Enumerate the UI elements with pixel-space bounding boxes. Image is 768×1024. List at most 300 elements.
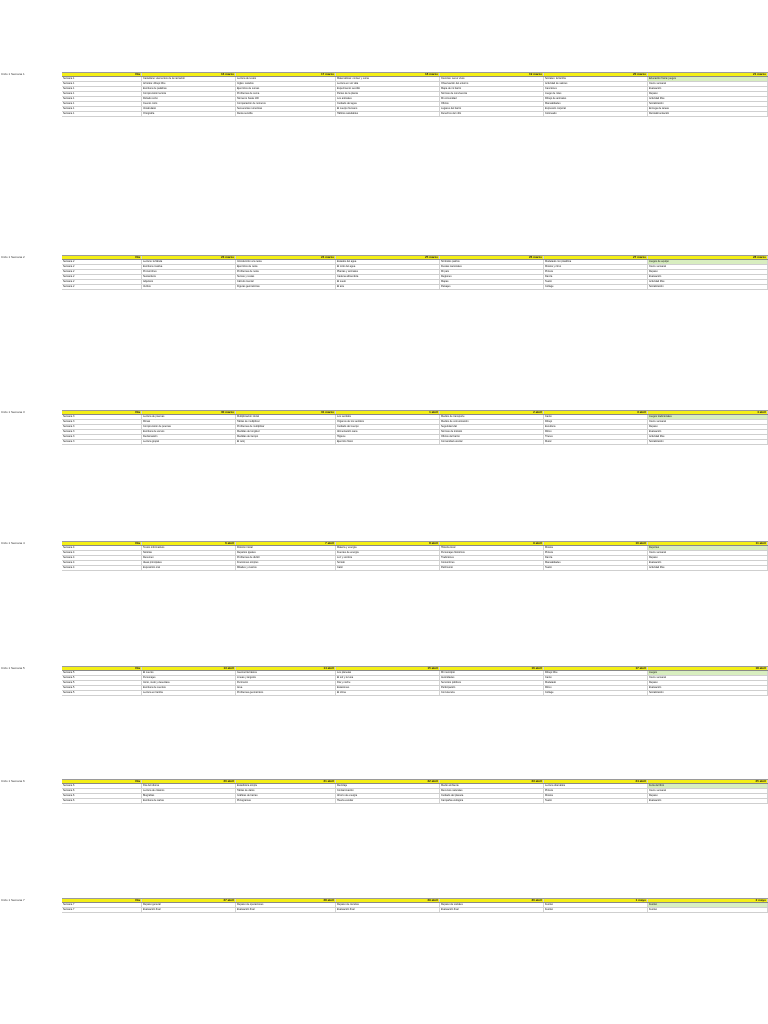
header-cell[interactable]: 31 marzo: [236, 411, 336, 414]
table-cell[interactable]: El clima: [336, 691, 440, 695]
header-cell[interactable]: 27 marzo: [544, 256, 648, 259]
header-cell[interactable]: 16 abril: [440, 667, 544, 670]
header-cell[interactable]: 2 abril: [440, 411, 544, 414]
table-cell[interactable]: Ejercicios de resta: [236, 265, 336, 269]
table-cell[interactable]: Semana 5: [62, 691, 142, 695]
table-cell[interactable]: Fuentes de energía: [336, 551, 440, 555]
table-cell[interactable]: Evaluación final: [440, 908, 544, 912]
table-cell[interactable]: Problemas de dividir: [236, 556, 336, 560]
header-cell[interactable]: 19 marzo: [440, 73, 544, 76]
table-cell[interactable]: Noticias: [142, 551, 236, 555]
table-cell[interactable]: Socialización: [648, 285, 768, 289]
table-cell[interactable]: Semana 3: [62, 430, 142, 434]
header-cell[interactable]: 2 mayo: [648, 899, 768, 902]
table-cell[interactable]: Dibujo libre: [544, 671, 648, 675]
table-cell[interactable]: Semana 1: [62, 77, 142, 81]
table-cell[interactable]: Danza: [544, 556, 648, 560]
table-cell[interactable]: Repaso: [648, 794, 768, 798]
table-cell[interactable]: Secuencias numéricas: [236, 107, 336, 111]
table-cell[interactable]: Hábitos saludables: [336, 112, 440, 116]
table-cell[interactable]: Lectura de poemas: [142, 415, 236, 419]
table-cell[interactable]: Ciencias: seres vivos: [440, 77, 544, 81]
table-cell[interactable]: Participación: [440, 686, 544, 690]
table-cell[interactable]: Mapas: [440, 280, 544, 284]
table-cell[interactable]: Semana 3: [62, 425, 142, 429]
table-cell[interactable]: Derechos del niño: [440, 112, 544, 116]
table-cell[interactable]: Dibujo: [544, 420, 648, 424]
table-cell[interactable]: Regiones: [440, 275, 544, 279]
table-cell[interactable]: Comparación de números: [236, 102, 336, 106]
table-cell[interactable]: Semana 1: [62, 82, 142, 86]
table-cell[interactable]: Mitades y cuartos: [236, 566, 336, 570]
table-cell[interactable]: El suelo: [336, 280, 440, 284]
table-cell[interactable]: Escritura de cuentos: [142, 686, 236, 690]
table-cell[interactable]: Problemas de suma: [236, 92, 336, 96]
table-cell[interactable]: Sociales: la familia: [544, 77, 648, 81]
table-cell[interactable]: Semana 3: [62, 440, 142, 444]
table-cell[interactable]: El cuento: [142, 671, 236, 675]
table-cell[interactable]: Verbos: [142, 285, 236, 289]
header-cell[interactable]: 14 abril: [236, 667, 336, 670]
table-cell[interactable]: Repaso de sociales: [440, 903, 544, 907]
table-cell[interactable]: Resta sencilla: [236, 112, 336, 116]
table-cell[interactable]: Estadística simple: [236, 784, 336, 788]
header-cell[interactable]: 15 abril: [336, 667, 440, 670]
table-cell[interactable]: Evaluación: [648, 430, 768, 434]
table-cell[interactable]: Semana 6: [62, 789, 142, 793]
table-cell[interactable]: Educación física: juegos: [648, 77, 768, 81]
table-cell[interactable]: Lectura de clásicos: [142, 789, 236, 793]
table-cell[interactable]: Semana 1: [62, 107, 142, 111]
table-cell[interactable]: Retroalimentación: [648, 112, 768, 116]
table-cell[interactable]: Escritura de palabras: [142, 87, 236, 91]
table-cell[interactable]: Cuidado del planeta: [440, 794, 544, 798]
table-cell[interactable]: Exposición oral: [142, 566, 236, 570]
header-cell[interactable]: Día: [62, 73, 142, 76]
table-cell[interactable]: Semana 1: [62, 92, 142, 96]
table-cell[interactable]: Fracciones simples: [236, 561, 336, 565]
table-cell[interactable]: Introducción a la resta: [236, 260, 336, 264]
table-cell[interactable]: Festivo: [648, 903, 768, 907]
table-cell[interactable]: Evaluación: [648, 275, 768, 279]
table-cell[interactable]: Materia y energía: [336, 546, 440, 550]
table-cell[interactable]: Repaso de ciencias: [336, 903, 440, 907]
table-cell[interactable]: Cierre semanal: [648, 676, 768, 680]
header-cell[interactable]: 4 abril: [648, 411, 768, 414]
table-cell[interactable]: Semana 2: [62, 270, 142, 274]
table-cell[interactable]: Actividad de valores: [544, 82, 648, 86]
table-cell[interactable]: Pintura: [544, 789, 648, 793]
table-cell[interactable]: Ahorro de energía: [336, 794, 440, 798]
table-cell[interactable]: Alimentación sana: [336, 430, 440, 434]
table-cell[interactable]: Evaluación final: [142, 908, 236, 912]
table-cell[interactable]: Semana 4: [62, 566, 142, 570]
table-cell[interactable]: Escritura creativa: [142, 265, 236, 269]
table-cell[interactable]: División inicial: [236, 546, 336, 550]
table-cell[interactable]: Fiestas nacionales: [440, 265, 544, 269]
table-cell[interactable]: Reciclaje: [336, 784, 440, 788]
table-cell[interactable]: El aire: [336, 285, 440, 289]
table-cell[interactable]: Feria del libro: [648, 784, 768, 788]
table-cell[interactable]: Semana 6: [62, 799, 142, 803]
table-cell[interactable]: Ejercicios de sumas: [236, 87, 336, 91]
table-cell[interactable]: Estaciones: [336, 686, 440, 690]
header-cell[interactable]: 10 abril: [544, 542, 648, 545]
table-cell[interactable]: Repaso general: [142, 903, 236, 907]
table-cell[interactable]: Semana 3: [62, 435, 142, 439]
table-cell[interactable]: Festivo: [648, 908, 768, 912]
table-cell[interactable]: Números hasta 100: [236, 97, 336, 101]
table-cell[interactable]: Campaña ecológica: [440, 799, 544, 803]
table-cell[interactable]: Geometría básica: [236, 671, 336, 675]
table-cell[interactable]: Juego de roles: [544, 92, 648, 96]
table-cell[interactable]: Tradiciones: [440, 556, 544, 560]
table-cell[interactable]: Contaminación: [336, 789, 440, 793]
table-cell[interactable]: Repaso: [648, 681, 768, 685]
table-cell[interactable]: Teatro: [544, 566, 648, 570]
table-cell[interactable]: Pintura: [544, 270, 648, 274]
table-cell[interactable]: Semana 5: [62, 681, 142, 685]
table-cell[interactable]: Símbolos patrios: [440, 260, 544, 264]
table-cell[interactable]: Medidas de longitud: [236, 430, 336, 434]
header-cell[interactable]: 23 abril: [440, 780, 544, 783]
header-cell[interactable]: 11 abril: [648, 542, 768, 545]
table-cell[interactable]: Festivo: [544, 908, 648, 912]
table-cell[interactable]: Semana 4: [62, 546, 142, 550]
table-cell[interactable]: Expresión corporal: [544, 107, 648, 111]
table-cell[interactable]: Cierre semanal: [648, 420, 768, 424]
table-cell[interactable]: El reloj: [236, 440, 336, 444]
table-cell[interactable]: Los sentidos: [336, 415, 440, 419]
table-cell[interactable]: Collage: [544, 285, 648, 289]
header-cell[interactable]: 29 abril: [336, 899, 440, 902]
table-cell[interactable]: Los planetas: [336, 671, 440, 675]
table-cell[interactable]: Día y noche: [336, 681, 440, 685]
table-cell[interactable]: Normas de convivencia: [440, 92, 544, 96]
table-cell[interactable]: Rimas: [142, 420, 236, 424]
table-cell[interactable]: Vocabulario: [142, 107, 236, 111]
table-cell[interactable]: Repartos iguales: [236, 551, 336, 555]
table-cell[interactable]: Repaso: [648, 270, 768, 274]
header-cell[interactable]: 9 abril: [440, 542, 544, 545]
table-cell[interactable]: Semana 3: [62, 420, 142, 424]
table-cell[interactable]: Calor: [336, 566, 440, 570]
header-cell[interactable]: 8 abril: [336, 542, 440, 545]
table-cell[interactable]: Entrega de tareas: [648, 107, 768, 111]
table-cell[interactable]: Medidas de tiempo: [236, 435, 336, 439]
table-cell[interactable]: Manualidades: [544, 102, 648, 106]
table-cell[interactable]: Semana 2: [62, 265, 142, 269]
table-cell[interactable]: Normas de tránsito: [440, 430, 544, 434]
table-cell[interactable]: Partes de la planta: [336, 92, 440, 96]
table-cell[interactable]: Los animales: [336, 97, 440, 101]
header-cell[interactable]: 13 abril: [142, 667, 236, 670]
table-cell[interactable]: Evaluación final: [336, 908, 440, 912]
header-cell[interactable]: 26 marzo: [440, 256, 544, 259]
table-cell[interactable]: Cierre semanal: [648, 789, 768, 793]
table-cell[interactable]: Ideas principales: [142, 561, 236, 565]
table-cell[interactable]: Textos informativos: [142, 546, 236, 550]
table-cell[interactable]: Evaluación: [648, 686, 768, 690]
table-cell[interactable]: Personajes: [142, 676, 236, 680]
header-cell[interactable]: 18 marzo: [336, 73, 440, 76]
table-cell[interactable]: Problemas de multiplicar: [236, 425, 336, 429]
table-cell[interactable]: Plantas y animales: [336, 270, 440, 274]
table-cell[interactable]: Figuras geométricas: [236, 285, 336, 289]
table-cell[interactable]: Ejercicio físico: [336, 440, 440, 444]
table-cell[interactable]: Semana 3: [62, 415, 142, 419]
table-cell[interactable]: Teatro: [544, 280, 648, 284]
table-cell[interactable]: Canciones: [544, 87, 648, 91]
table-cell[interactable]: Pronombres: [142, 270, 236, 274]
table-cell[interactable]: Biografías: [142, 794, 236, 798]
table-cell[interactable]: Socialización: [648, 691, 768, 695]
table-cell[interactable]: Festivo: [544, 903, 648, 907]
table-cell[interactable]: Cuento corto: [142, 102, 236, 106]
header-cell[interactable]: 20 abril: [142, 780, 236, 783]
table-cell[interactable]: Medios de transporte: [440, 415, 544, 419]
table-cell[interactable]: Actividad libre: [648, 97, 768, 101]
header-cell[interactable]: 27 abril: [142, 899, 236, 902]
table-cell[interactable]: Títeres: [544, 435, 648, 439]
table-cell[interactable]: Semana 4: [62, 556, 142, 560]
table-cell[interactable]: Semana 1: [62, 87, 142, 91]
header-cell[interactable]: 1 abril: [336, 411, 440, 414]
table-cell[interactable]: Costumbres: [440, 561, 544, 565]
table-cell[interactable]: Semana 6: [62, 784, 142, 788]
table-cell[interactable]: Multiplicación inicial: [236, 415, 336, 419]
table-cell[interactable]: Canto: [544, 415, 648, 419]
table-cell[interactable]: Experimento sencillo: [336, 87, 440, 91]
table-cell[interactable]: Ortografía: [142, 112, 236, 116]
table-cell[interactable]: Música y ritmo: [544, 265, 648, 269]
table-cell[interactable]: Adjetivos: [142, 280, 236, 284]
table-cell[interactable]: Semana 2: [62, 260, 142, 264]
header-cell[interactable]: Día: [62, 899, 142, 902]
table-cell[interactable]: Inglés: saludos: [236, 82, 336, 86]
table-cell[interactable]: Pintura: [544, 551, 648, 555]
table-cell[interactable]: Higiene: [336, 435, 440, 439]
table-cell[interactable]: Dictado corto: [142, 97, 236, 101]
header-cell[interactable]: 1 mayo: [544, 899, 648, 902]
header-cell[interactable]: 7 abril: [236, 542, 336, 545]
header-cell[interactable]: 21 marzo: [648, 73, 768, 76]
header-cell[interactable]: 24 marzo: [236, 256, 336, 259]
table-cell[interactable]: Resumen: [142, 556, 236, 560]
table-cell[interactable]: Cuidado del agua: [336, 102, 440, 106]
table-cell[interactable]: Medios de comunicación: [440, 420, 544, 424]
header-cell[interactable]: 17 marzo: [236, 73, 336, 76]
table-cell[interactable]: Oficios: [440, 102, 544, 106]
header-cell[interactable]: 17 abril: [544, 667, 648, 670]
table-cell[interactable]: Personajes históricos: [440, 551, 544, 555]
table-cell[interactable]: Día del idioma: [142, 784, 236, 788]
header-cell[interactable]: 30 abril: [440, 899, 544, 902]
table-cell[interactable]: Huerta escolar: [336, 799, 440, 803]
header-cell[interactable]: 3 abril: [544, 411, 648, 414]
table-cell[interactable]: Música: [544, 546, 648, 550]
table-cell[interactable]: Sumas y restas: [236, 275, 336, 279]
header-cell[interactable]: 20 marzo: [544, 73, 648, 76]
table-cell[interactable]: Matemáticas: conteo y suma: [336, 77, 440, 81]
table-cell[interactable]: Paisajes: [440, 285, 544, 289]
table-cell[interactable]: Lectura: la fábula: [142, 260, 236, 264]
table-cell[interactable]: Semana 5: [62, 676, 142, 680]
table-cell[interactable]: Ritmo: [544, 430, 648, 434]
table-cell[interactable]: Mi comunidad: [440, 97, 544, 101]
table-cell[interactable]: Perímetro: [236, 681, 336, 685]
table-cell[interactable]: Semana 1: [62, 102, 142, 106]
table-cell[interactable]: Socialización: [648, 102, 768, 106]
table-cell[interactable]: Modelado: [544, 681, 648, 685]
table-cell[interactable]: Escultura: [544, 425, 648, 429]
header-cell[interactable]: 24 abril: [544, 780, 648, 783]
header-cell[interactable]: 25 marzo: [336, 256, 440, 259]
table-cell[interactable]: Juegos tradicionales: [648, 415, 768, 419]
table-cell[interactable]: El sol y la luna: [336, 676, 440, 680]
table-cell[interactable]: Música: [544, 794, 648, 798]
table-cell[interactable]: Collage: [544, 691, 648, 695]
header-cell[interactable]: 28 marzo: [648, 256, 768, 259]
table-cell[interactable]: Coloreado: [544, 112, 648, 116]
table-cell[interactable]: Ritmo: [544, 686, 648, 690]
table-cell[interactable]: Tablas de datos: [236, 789, 336, 793]
table-cell[interactable]: Lectura grupal: [142, 440, 236, 444]
table-cell[interactable]: Comprensión de poemas: [142, 425, 236, 429]
table-cell[interactable]: Actividad libre: [648, 435, 768, 439]
table-cell[interactable]: Mural: [544, 440, 648, 444]
header-cell[interactable]: 16 marzo: [142, 73, 236, 76]
table-cell[interactable]: El cuerpo humano: [336, 107, 440, 111]
table-cell[interactable]: Lectura en familia: [142, 691, 236, 695]
table-cell[interactable]: Pictogramas: [236, 799, 336, 803]
table-cell[interactable]: Semana 7: [62, 903, 142, 907]
table-cell[interactable]: Cierre semanal: [648, 265, 768, 269]
table-cell[interactable]: Semana 7: [62, 908, 142, 912]
table-cell[interactable]: Mi país: [440, 270, 544, 274]
header-cell[interactable]: 23 marzo: [142, 256, 236, 259]
table-cell[interactable]: Evaluación final: [236, 908, 336, 912]
header-cell[interactable]: Día: [62, 780, 142, 783]
table-cell[interactable]: Danza: [544, 275, 648, 279]
table-cell[interactable]: Deportes: [648, 546, 768, 550]
table-cell[interactable]: Evaluación: [648, 799, 768, 803]
table-cell[interactable]: Servicios públicos: [440, 681, 544, 685]
table-cell[interactable]: Patrimonio: [440, 566, 544, 570]
table-cell[interactable]: Semana 4: [62, 551, 142, 555]
table-cell[interactable]: Castellano: elementos de la narración: [142, 77, 236, 81]
table-cell[interactable]: Comprensión lectora: [142, 92, 236, 96]
table-cell[interactable]: Canto: [544, 676, 648, 680]
table-cell[interactable]: Semana 1: [62, 112, 142, 116]
table-cell[interactable]: Actividad libre: [648, 280, 768, 284]
table-cell[interactable]: Inicio, nudo y desenlace: [142, 681, 236, 685]
header-cell[interactable]: 30 marzo: [142, 411, 236, 414]
table-cell[interactable]: Líneas y ángulos: [236, 676, 336, 680]
table-cell[interactable]: Recursos naturales: [440, 789, 544, 793]
header-cell[interactable]: 21 abril: [236, 780, 336, 783]
table-cell[interactable]: Seguridad vial: [440, 425, 544, 429]
table-cell[interactable]: Repaso de operaciones: [236, 903, 336, 907]
header-cell[interactable]: 6 abril: [142, 542, 236, 545]
header-cell[interactable]: Día: [62, 542, 142, 545]
header-cell[interactable]: Día: [62, 411, 142, 414]
header-cell[interactable]: 25 abril: [648, 780, 768, 783]
table-cell[interactable]: Historia local: [440, 546, 544, 550]
header-cell[interactable]: 22 abril: [336, 780, 440, 783]
table-cell[interactable]: Cierre semanal: [648, 82, 768, 86]
table-cell[interactable]: Escritura de versos: [142, 430, 236, 434]
table-cell[interactable]: Repaso: [648, 425, 768, 429]
table-cell[interactable]: Problemas de resta: [236, 270, 336, 274]
table-cell[interactable]: Juegos de equipo: [648, 260, 768, 264]
header-cell[interactable]: 18 abril: [648, 667, 768, 670]
table-cell[interactable]: Evaluación: [648, 87, 768, 91]
table-cell[interactable]: Manualidades: [544, 561, 648, 565]
table-cell[interactable]: Comunidad escolar: [440, 440, 544, 444]
table-cell[interactable]: Semana 5: [62, 686, 142, 690]
table-cell[interactable]: Semana 2: [62, 275, 142, 279]
table-cell[interactable]: Sonido: [336, 561, 440, 565]
table-cell[interactable]: Evaluación: [648, 561, 768, 565]
table-cell[interactable]: Semana 6: [62, 794, 142, 798]
table-cell[interactable]: Lugares del barrio: [440, 107, 544, 111]
table-cell[interactable]: Semana 5: [62, 671, 142, 675]
table-cell[interactable]: Lectura dramática: [544, 784, 648, 788]
table-cell[interactable]: Dibujo de animales: [544, 97, 648, 101]
table-cell[interactable]: Escritura de cartas: [142, 799, 236, 803]
table-cell[interactable]: Semana 4: [62, 561, 142, 565]
table-cell[interactable]: Cálculo mental: [236, 280, 336, 284]
table-cell[interactable]: Declamación: [142, 435, 236, 439]
table-cell[interactable]: Modelado con plastilina: [544, 260, 648, 264]
table-cell[interactable]: Mi municipio: [440, 671, 544, 675]
table-cell[interactable]: Lectura en voz alta: [336, 82, 440, 86]
table-cell[interactable]: Gráficas de barras: [236, 794, 336, 798]
table-cell[interactable]: Tablas de multiplicar: [236, 420, 336, 424]
table-cell[interactable]: Autoridades: [440, 676, 544, 680]
table-cell[interactable]: Repaso: [648, 92, 768, 96]
table-cell[interactable]: El ciclo del agua: [336, 265, 440, 269]
table-cell[interactable]: Artística: dibujo libre: [142, 82, 236, 86]
table-cell[interactable]: Sustantivos: [142, 275, 236, 279]
table-cell[interactable]: Área: [236, 686, 336, 690]
table-cell[interactable]: Actividad libre: [648, 566, 768, 570]
header-cell[interactable]: Día: [62, 256, 142, 259]
table-cell[interactable]: Semana 1: [62, 97, 142, 101]
table-cell[interactable]: Semana 2: [62, 285, 142, 289]
header-cell[interactable]: Día: [62, 667, 142, 670]
table-cell[interactable]: Cuidado del cuerpo: [336, 425, 440, 429]
table-cell[interactable]: Repaso: [648, 556, 768, 560]
table-cell[interactable]: Oficios del barrio: [440, 435, 544, 439]
table-cell[interactable]: Luz y sombra: [336, 556, 440, 560]
table-cell[interactable]: Problemas geométricos: [236, 691, 336, 695]
table-cell[interactable]: Teatro: [544, 799, 648, 803]
header-cell[interactable]: 28 abril: [236, 899, 336, 902]
table-cell[interactable]: Juegos: [648, 671, 768, 675]
table-cell[interactable]: Semana 2: [62, 280, 142, 284]
table-cell[interactable]: Medio ambiente: [440, 784, 544, 788]
table-cell[interactable]: Estados del agua: [336, 260, 440, 264]
table-cell[interactable]: Cadena alimenticia: [336, 275, 440, 279]
table-cell[interactable]: Observación del entorno: [440, 82, 544, 86]
table-cell[interactable]: Mapa de mi barrio: [440, 87, 544, 91]
table-cell[interactable]: Socialización: [648, 440, 768, 444]
table-cell[interactable]: Cierre semanal: [648, 551, 768, 555]
table-cell[interactable]: Convivencia: [440, 691, 544, 695]
table-cell[interactable]: Lectura de textos: [236, 77, 336, 81]
